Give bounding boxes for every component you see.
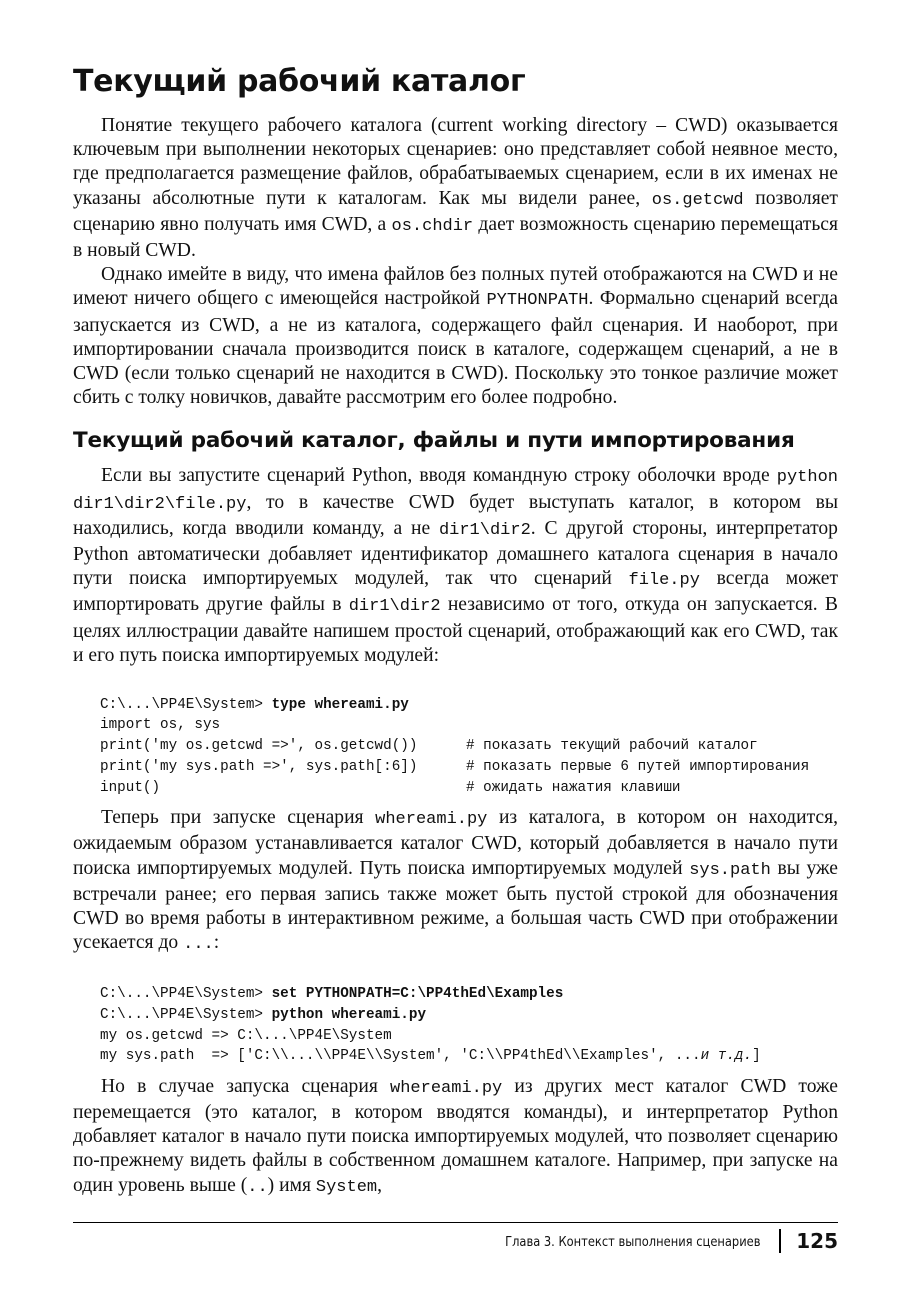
code-line: my sys.path => ['C:\\...\\PP4E\\System', 'C:\\PP4thEd\\Examples', ...и т.д.]	[100, 1048, 761, 1065]
paragraph-other-dirs: Но в случае запуска сценария whereami.py из других мест каталог CWD тоже перемещается (это каталог, в котором вводятся команды), и интерпретатор Python добавляет каталог в начало пути поиска импортируемых модулей, что позволяет сценарию по-прежнему видеть файлы в собственном домашнем каталоге. Например, при запуске на один уровень выше (..) имя System,	[73, 1075, 838, 1197]
code-block-pythonpath	[100, 963, 838, 1066]
chapter-title: Глава 3. Контекст выполнения сценариев	[504, 1234, 760, 1250]
code-line: C:\...\PP4E\System> type whereami.py	[100, 696, 409, 713]
code-block-whereami	[100, 674, 838, 798]
code-line: print('my os.getcwd =>', os.getcwd()) # показать текущий рабочий каталог	[100, 738, 758, 755]
code-line: print('my sys.path =>', sys.path[:6]) # показать первые 6 путей импортирования	[100, 758, 810, 775]
subsection-title: Текущий рабочий каталог, файлы и пути импортирования	[73, 428, 795, 454]
code-line: import os, sys	[100, 717, 221, 734]
paragraph-run-script: Если вы запустите сценарий Python, вводя командную строку оболочки вроде python dir1\dir2\file.py, то в качестве CWD будет выступать каталог, в котором вы находились, когда вводили команду, а не dir1\dir2. С другой стороны, интерпретатор Python автоматически добавляет идентификатор домашнего каталога сценария в начало пути поиска импортируемых модулей, так что сценарий file.py всегда может импортировать другие файлы в dir1\dir2 независимо от того, откуда он запускается. В целях иллюстрации давайте напишем простой сценарий, отображающий как его CWD, так и его путь поиска импортируемых модулей:	[73, 465, 839, 666]
footer-divider	[779, 1229, 781, 1253]
code-line: C:\...\PP4E\System> set PYTHONPATH=C:\PP4thEd\Examples	[100, 986, 564, 1003]
page-footer	[73, 1222, 838, 1259]
code-line: input() # ожидать нажатия клавиши	[100, 779, 681, 796]
code-line: my os.getcwd => C:\...\PP4E\System	[100, 1027, 392, 1044]
code-line: C:\...\PP4E\System> python whereami.py	[100, 1006, 427, 1023]
page-number: 125	[796, 1229, 838, 1253]
paragraph-cwd-pythonpath: Однако имейте в виду, что имена файлов без полных путей отображаются на CWD и не имеют ничего общего с имеющейся настройкой PYTHONPATH. Формально сценарий всегда запускается из CWD, а не из каталога, содержащего файл сценария. И наоборот, при импортировании сначала производится поиск в каталоге, содержащем сценарий, а не в CWD (если только сценарий не находится в CWD). Поскольку это тонкое различие может сбить с толку новичков, давайте рассмотрим его более подробно.	[73, 264, 839, 409]
page-content	[73, 62, 838, 1200]
section-title: Текущий рабочий каталог	[73, 64, 526, 99]
paragraph-sys-path: Теперь при запуске сценария whereami.py из каталога, в котором он находится, ожидаемым образом устанавливается каталог CWD, который добавляется в начало пути поиска импортируемых модулей. Путь поиска импортируемых модулей sys.path вы уже встречали ранее; его первая запись также может быть пустой строкой для обозначения CWD во время работы в интерактивном режиме, а большая часть CWD при отображении усекается до ...:	[73, 807, 838, 955]
paragraph-cwd-intro: Понятие текущего рабочего каталога (current working directory – CWD) оказывается ключевым при выполнении некоторых сценариев: оно представляет собой неявное место, где предполагается размещение файлов, обрабатываемых сценарием, если в их именах не указаны абсолютные пути к каталогам. Как мы видели ранее, os.getcwd позволяет сценарию явно получать имя CWD, а os.chdir дает возможность сценарию перемещаться в новый CWD.	[73, 115, 838, 262]
